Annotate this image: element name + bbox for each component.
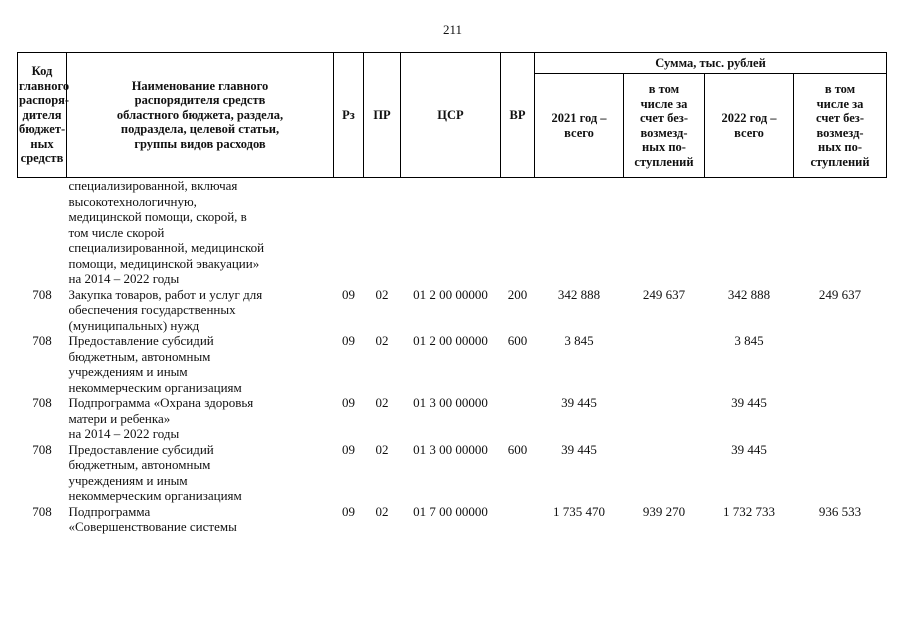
text-line: учреждениям и иным <box>68 364 188 379</box>
text-line: ных <box>30 136 54 151</box>
row-2022-total: 342 888 <box>727 286 771 302</box>
row-2022-grants <box>794 333 887 395</box>
text-line: Подпрограмма <box>68 503 151 519</box>
text-line: возмезд- <box>640 125 688 140</box>
text-line: (муниципальных) нужд <box>68 317 200 333</box>
row-name <box>67 287 334 334</box>
table-row <box>18 287 887 334</box>
text-line: главного <box>19 78 70 93</box>
text-line: том числе скорой <box>68 224 165 240</box>
text-line: областного бюджета, раздела, <box>116 107 284 122</box>
table-row <box>18 442 887 504</box>
table-row <box>18 333 887 395</box>
text-line: Подпрограмма «Охрана здоровья <box>68 395 254 410</box>
row-rz: 09 <box>342 441 355 457</box>
row-pr: 02 <box>375 286 389 302</box>
text-line: некоммерческим организациям <box>68 488 242 503</box>
text-line: обеспечения государственных <box>68 302 236 317</box>
text-line: распоря- <box>19 93 70 108</box>
text-line: ступлений <box>634 154 694 169</box>
table-row <box>18 395 887 442</box>
row-2021-grants <box>624 333 705 395</box>
text-line: дителя <box>22 107 62 122</box>
row-2022-grants: 936 533 <box>818 503 862 519</box>
row-name <box>67 504 334 535</box>
text-line: Закупка товаров, работ и услуг для <box>68 286 263 302</box>
row-2021-total: 342 888 <box>557 286 601 302</box>
table-row <box>18 504 887 535</box>
row-code: 708 <box>32 286 52 302</box>
text-line: на 2014 – 2022 годы <box>68 271 180 286</box>
row-csr: 01 2 00 00000 <box>413 333 488 348</box>
row-csr: 01 3 00 00000 <box>413 395 488 410</box>
row-csr: 01 3 00 00000 <box>413 441 488 457</box>
text-line: ных по- <box>642 140 686 154</box>
text-line: средств <box>20 151 64 166</box>
text-line: помощи, медицинской эвакуации» <box>68 255 260 271</box>
row-rz: 09 <box>342 395 355 410</box>
text-line: всего <box>564 125 594 140</box>
row-2022-total: 3 845 <box>734 333 764 348</box>
row-vr: 200 <box>507 286 528 302</box>
row-pr: 02 <box>375 395 389 410</box>
text-line: на 2014 – 2022 годы <box>68 426 180 441</box>
row-2021-total: 39 445 <box>561 441 597 457</box>
row-rz: 09 <box>342 286 355 302</box>
text-line: «Совершенствование системы <box>68 519 237 534</box>
text-line: бюджетным, автономным <box>68 457 211 472</box>
text-line: Наименование главного <box>131 78 269 93</box>
text-line: учреждениям и иным <box>68 472 188 488</box>
row-name <box>67 442 334 504</box>
row-2021-grants <box>624 395 705 442</box>
row-2021-grants: 939 270 <box>642 503 686 519</box>
row-vr <box>501 504 535 535</box>
text-line: матери и ребенка» <box>68 410 171 426</box>
row-code: 708 <box>32 503 52 519</box>
text-line: некоммерческим организациям <box>68 379 242 395</box>
text-line: 2022 год – <box>721 111 777 125</box>
row-2022-total: 39 445 <box>731 395 767 410</box>
text-line: в том <box>648 82 680 96</box>
row-pr: 02 <box>375 441 389 457</box>
text-line: специализированной, медицинской <box>68 240 265 255</box>
text-line: ступлений <box>810 154 870 169</box>
text-line: высокотехнологичную, <box>68 193 197 209</box>
row-pr: 02 <box>375 503 389 519</box>
budget-table <box>17 52 887 535</box>
text-line: группы видов расходов <box>134 136 266 151</box>
row-2022-total: 1 732 733 <box>723 503 775 519</box>
text-line: распорядителя средств <box>134 93 266 108</box>
col-header-2022-total <box>705 74 794 178</box>
col-header-2021-grants <box>624 74 705 178</box>
text-line: Код <box>31 64 53 79</box>
text-line: специализированной, включая <box>68 178 238 193</box>
row-2022-grants <box>794 395 887 442</box>
text-line: бюджет- <box>19 122 66 137</box>
col-header-vr: ВР <box>501 53 535 178</box>
col-header-sum: Сумма, тыс. рублей <box>535 53 887 74</box>
text-line: бюджетным, автономным <box>68 348 211 364</box>
text-line: возмезд- <box>816 125 864 140</box>
col-header-pr: ПР <box>364 53 401 178</box>
row-code: 708 <box>32 333 52 348</box>
row-pr: 02 <box>375 333 389 348</box>
col-header-2021-total <box>535 74 624 178</box>
row-name <box>67 333 334 395</box>
row-csr: 01 2 00 00000 <box>413 286 488 302</box>
text-line: ных по- <box>818 140 862 154</box>
text-line: подраздела, целевой статьи, <box>120 122 280 137</box>
row-2021-total: 1 735 470 <box>553 503 605 519</box>
row-code: 708 <box>32 441 52 457</box>
row-2022-grants <box>794 442 887 504</box>
text-line: счет без- <box>640 111 688 125</box>
row-vr: 600 <box>507 333 528 348</box>
text-line: Предоставление субсидий <box>68 333 214 348</box>
col-header-code <box>18 53 70 178</box>
row-csr: 01 7 00 00000 <box>413 503 488 519</box>
text-line: числе за <box>640 96 688 111</box>
row-code: 708 <box>32 395 52 410</box>
row-vr: 600 <box>507 441 528 457</box>
row-2022-total: 39 445 <box>731 441 767 457</box>
text-line: 2021 год – <box>551 111 607 125</box>
row-2021-total: 3 845 <box>564 333 594 348</box>
col-header-csr: ЦСР <box>401 53 501 178</box>
row-name <box>67 395 334 442</box>
row-2021-total: 39 445 <box>561 395 597 410</box>
text-line: счет без- <box>816 111 864 125</box>
row-rz: 09 <box>342 503 355 519</box>
continuation-code <box>18 178 67 287</box>
continuation-empty <box>334 178 887 287</box>
row-rz: 09 <box>342 333 355 348</box>
row-vr <box>501 395 535 442</box>
text-line: медицинской помощи, скорой, в <box>68 209 247 224</box>
page-number: 211 <box>442 22 463 37</box>
row-2022-grants: 249 637 <box>818 286 862 302</box>
col-header-rz: Рз <box>334 53 364 178</box>
col-header-2022-grants <box>794 74 887 178</box>
text-line: числе за <box>816 96 864 111</box>
text-line: всего <box>734 125 764 140</box>
text-line: в том <box>824 82 856 96</box>
row-2021-grants <box>624 442 705 504</box>
col-header-name <box>67 53 334 178</box>
continuation-text <box>67 178 334 287</box>
text-line: Предоставление субсидий <box>68 441 214 457</box>
row-2021-grants: 249 637 <box>642 286 686 302</box>
